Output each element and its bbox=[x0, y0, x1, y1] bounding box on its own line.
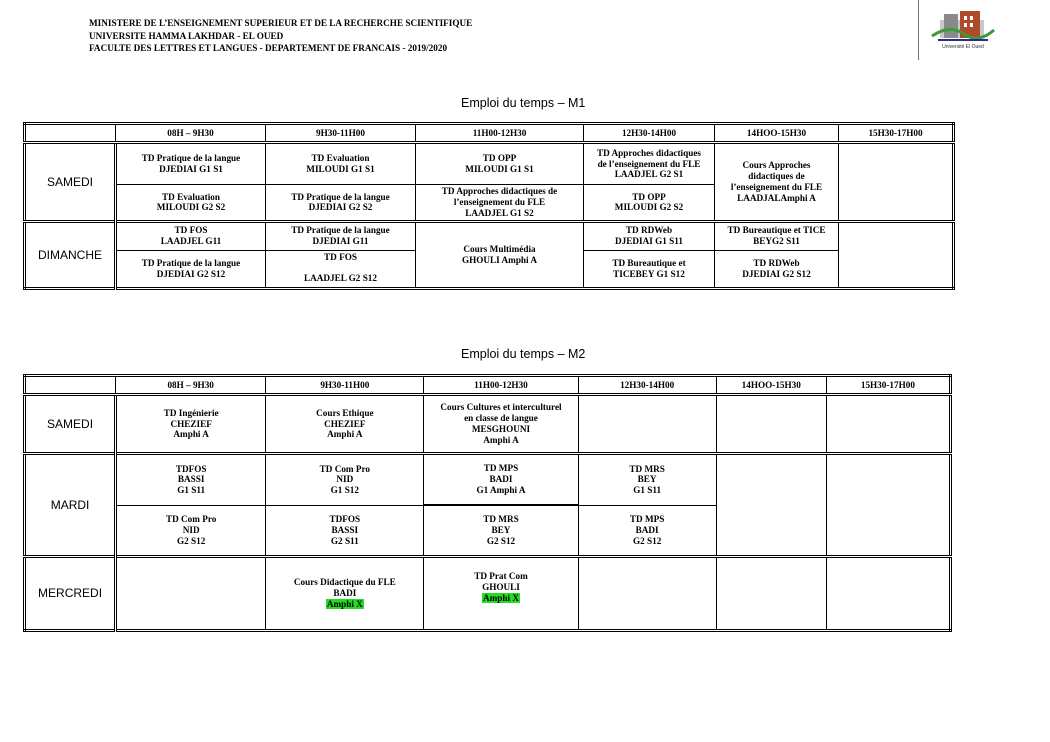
session-cell: TD Ingénierie CHEZIEF Amphi A bbox=[116, 394, 266, 453]
empty-cell bbox=[716, 394, 826, 453]
slot-header: 14HOO-15H30 bbox=[716, 376, 826, 395]
university-line: UNIVERSITE HAMMA LAKHDAR - EL OUED bbox=[89, 30, 284, 41]
session-cell: TDFOS BASSI G1 S11 bbox=[116, 453, 266, 505]
table-row bbox=[25, 143, 954, 185]
session-cell: TD MRS BEY G1 S11 bbox=[578, 453, 716, 505]
slot-header: 08H – 9H30 bbox=[116, 124, 266, 143]
svg-text:Université El Oued: Université El Oued bbox=[942, 44, 984, 50]
empty-cell bbox=[716, 453, 826, 556]
empty-cell bbox=[826, 557, 950, 631]
room-highlight: Amphi X bbox=[482, 592, 519, 603]
session-cell: TD Prat Com GHOULI Amphi X bbox=[424, 557, 578, 631]
m1-timetable bbox=[23, 122, 955, 290]
ministry-line: MINISTERE DE L’ENSEIGNEMENT SUPERIEUR ET DE LA RECHERCHE SCIENTIFIQUE bbox=[89, 18, 473, 28]
session-cell: TD OPP MILOUDI G1 S1 bbox=[416, 143, 584, 185]
slot-header: 15H30-17H00 bbox=[839, 124, 954, 143]
session-cell: TD RDWeb DJEDIAI G1 S11 bbox=[584, 221, 715, 250]
day-label: DIMANCHE bbox=[25, 221, 116, 288]
session-cell: TD FOS LAADJEL G2 S12 bbox=[266, 250, 416, 288]
table-row bbox=[25, 221, 954, 250]
session-cell: TD Evaluation MILOUDI G1 S1 bbox=[266, 143, 416, 185]
session-cell: TD Pratique de la langue DJEDIAI G11 bbox=[266, 221, 416, 250]
day-label: MERCREDI bbox=[25, 557, 116, 631]
empty-cell bbox=[826, 394, 950, 453]
empty-cell bbox=[839, 143, 954, 222]
session-cell: TD Pratique de la langue DJEDIAI G2 S2 bbox=[266, 184, 416, 221]
session-cell: TD MPS BADI G1 Amphi A bbox=[424, 453, 578, 505]
session-cell: TDFOS BASSI G2 S11 bbox=[266, 505, 424, 557]
table-row bbox=[25, 394, 951, 453]
slot-header: 11H00-12H30 bbox=[424, 376, 578, 395]
empty-cell bbox=[716, 557, 826, 631]
header-divider bbox=[918, 0, 919, 60]
m1-header-row bbox=[25, 124, 954, 143]
slot-header: 9H30-11H00 bbox=[266, 124, 416, 143]
empty-cell bbox=[839, 221, 954, 288]
session-cell: TD Bureautique et TICEBEY G1 S12 bbox=[584, 250, 715, 288]
faculty-line: FACULTE DES LETTRES ET LANGUES - DEPARTEMENT DE FRANCAIS - 2019/2020 bbox=[89, 43, 448, 54]
session-cell: TD RDWeb DJEDIAI G2 S12 bbox=[715, 250, 839, 288]
room-highlight: Amphi X bbox=[326, 599, 363, 609]
session-cell: TD Com Pro NID G1 S12 bbox=[266, 453, 424, 505]
slot-header: 12H30-14H00 bbox=[578, 376, 716, 395]
slot-header: 9H30-11H00 bbox=[266, 376, 424, 395]
session-cell: Cours Didactique du FLE BADI Amphi X bbox=[266, 557, 424, 631]
empty-cell bbox=[826, 453, 950, 556]
corner-cell bbox=[25, 376, 116, 395]
session-cell: TD MPS BADI G2 S12 bbox=[578, 505, 716, 557]
session-cell: Cours Cultures et interculturel en classe de langue MESGHOUNI Amphi A bbox=[424, 394, 578, 453]
university-logo bbox=[930, 6, 996, 50]
day-label: SAMEDI bbox=[25, 394, 116, 453]
session-cell: TD FOS LAADJEL G11 bbox=[116, 221, 266, 250]
m2-header-row bbox=[25, 376, 951, 395]
session-cell: TD Evaluation MILOUDI G2 S2 bbox=[116, 184, 266, 221]
empty-cell bbox=[578, 557, 716, 631]
m2-timetable bbox=[23, 374, 952, 632]
session-cell: TD Pratique de la langue DJEDIAI G2 S12 bbox=[116, 250, 266, 288]
m1-title: Emploi du temps – M1 bbox=[461, 96, 586, 110]
session-cell: Cours Ethique CHEZIEF Amphi A bbox=[266, 394, 424, 453]
day-label: MARDI bbox=[25, 453, 116, 556]
slot-header: 12H30-14H00 bbox=[584, 124, 715, 143]
session-cell: TD MRS BEY G2 S12 bbox=[424, 505, 578, 557]
session-cell: Cours Multimédia GHOULI Amphi A bbox=[416, 221, 584, 288]
m2-title: Emploi du temps – M2 bbox=[461, 347, 586, 361]
empty-cell bbox=[116, 557, 266, 631]
session-cell: TD Approches didactiques de l’enseignement du FLE LAADJEL G1 S2 bbox=[416, 184, 584, 221]
empty-cell bbox=[578, 394, 716, 453]
slot-header: 14HOO-15H30 bbox=[715, 124, 839, 143]
session-cell: TD Com Pro NID G2 S12 bbox=[116, 505, 266, 557]
session-cell: TD OPP MILOUDI G2 S2 bbox=[584, 184, 715, 221]
institution-header bbox=[89, 17, 472, 55]
table-row bbox=[25, 557, 951, 631]
session-cell: TD Approches didactiques de l’enseignement du FLE LAADJEL G2 S1 bbox=[584, 143, 715, 185]
slot-header: 15H30-17H00 bbox=[826, 376, 950, 395]
table-row bbox=[25, 453, 951, 505]
session-cell: TD Pratique de la langue DJEDIAI G1 S1 bbox=[116, 143, 266, 185]
day-label: SAMEDI bbox=[25, 143, 116, 222]
slot-header: 11H00-12H30 bbox=[416, 124, 584, 143]
session-cell: TD Bureautique et TICE BEYG2 S11 bbox=[715, 221, 839, 250]
session-cell: Cours Approches didactiques de l’enseignement du FLE LAADJALAmphi A bbox=[715, 143, 839, 222]
corner-cell bbox=[25, 124, 116, 143]
slot-header: 08H – 9H30 bbox=[116, 376, 266, 395]
